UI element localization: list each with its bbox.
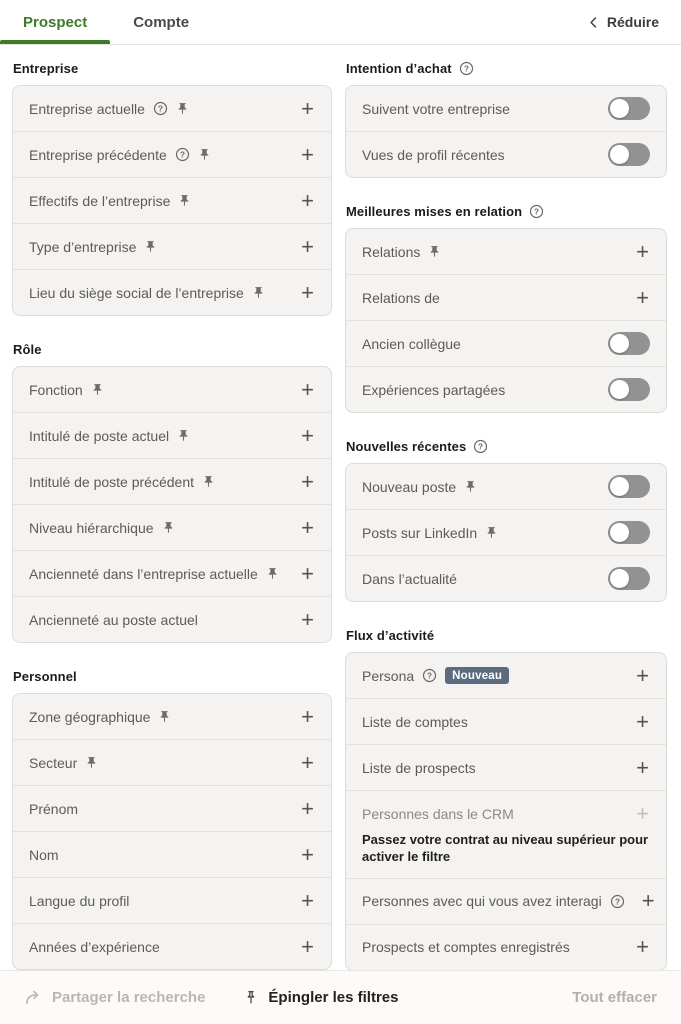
filter-card bbox=[345, 652, 667, 970]
filter-row-line bbox=[13, 367, 331, 412]
filter-label: Lieu du siège social de l’entreprise bbox=[29, 284, 244, 301]
filter-row[interactable] bbox=[346, 653, 666, 698]
add-filter-button[interactable]: + bbox=[636, 662, 649, 688]
section-title: Nouvelles récentes bbox=[346, 439, 467, 454]
pin-icon bbox=[178, 194, 191, 207]
filter-label: Zone géographique bbox=[29, 708, 151, 725]
filter-section bbox=[12, 669, 332, 970]
filter-row-line bbox=[13, 413, 331, 458]
share-search-label: Partager la recherche bbox=[52, 989, 206, 1006]
help-icon[interactable] bbox=[610, 894, 625, 909]
section-header bbox=[345, 204, 667, 219]
filter-label: Personnes avec qui vous avez interagi bbox=[362, 893, 602, 910]
filter-row[interactable] bbox=[13, 412, 331, 458]
add-filter-button[interactable]: + bbox=[636, 284, 649, 310]
filter-columns bbox=[0, 45, 681, 970]
add-filter-button[interactable]: + bbox=[636, 754, 649, 780]
filter-row[interactable] bbox=[13, 223, 331, 269]
section-header bbox=[12, 669, 332, 684]
filter-row-line bbox=[346, 745, 666, 790]
toggle-switch-off[interactable] bbox=[608, 332, 650, 355]
toggle-knob bbox=[610, 145, 629, 164]
filter-row[interactable] bbox=[13, 694, 331, 739]
filter-row-line bbox=[13, 86, 331, 131]
add-filter-button: + bbox=[636, 800, 649, 826]
svg-text:?: ? bbox=[614, 896, 620, 907]
filter-row-line bbox=[346, 556, 666, 601]
filter-row bbox=[346, 509, 666, 555]
filters-panel bbox=[0, 45, 681, 970]
filter-label: Langue du profil bbox=[29, 892, 130, 909]
filter-section bbox=[12, 342, 332, 643]
pin-filters-label: Épingler les filtres bbox=[268, 989, 399, 1006]
pin-icon bbox=[85, 756, 98, 769]
filter-row[interactable] bbox=[346, 744, 666, 790]
add-filter-button[interactable]: + bbox=[301, 468, 314, 494]
upgrade-note: Passez votre contrat au niveau supérieur pour activer le filtre bbox=[362, 832, 649, 864]
section-title: Rôle bbox=[13, 342, 42, 357]
pin-icon bbox=[485, 526, 498, 539]
filter-row bbox=[346, 86, 666, 131]
column-right bbox=[345, 45, 667, 970]
section-header bbox=[345, 628, 667, 643]
filters-tabbar bbox=[0, 0, 681, 45]
share-search-button[interactable] bbox=[24, 989, 205, 1006]
help-icon[interactable] bbox=[529, 204, 544, 219]
svg-text:?: ? bbox=[463, 63, 469, 74]
add-filter-button[interactable]: + bbox=[636, 934, 649, 960]
add-filter-button[interactable]: + bbox=[301, 606, 314, 632]
collapse-label: Réduire bbox=[606, 14, 659, 30]
filter-row bbox=[346, 790, 666, 878]
pin-icon bbox=[464, 480, 477, 493]
clear-all-button[interactable]: Tout effacer bbox=[572, 989, 657, 1006]
filter-row-line bbox=[13, 740, 331, 785]
filter-row[interactable] bbox=[13, 458, 331, 504]
toggle-switch-off[interactable] bbox=[608, 143, 650, 166]
filter-label: Vues de profil récentes bbox=[362, 146, 505, 163]
filter-label: Intitulé de poste actuel bbox=[29, 427, 170, 444]
tab-prospect[interactable] bbox=[0, 0, 110, 44]
toggle-switch-off[interactable] bbox=[608, 567, 650, 590]
filter-row-line bbox=[13, 832, 331, 877]
filter-label: Posts sur LinkedIn bbox=[362, 524, 478, 541]
filter-row[interactable] bbox=[13, 785, 331, 831]
filter-row[interactable] bbox=[13, 877, 331, 923]
svg-text:?: ? bbox=[534, 206, 540, 217]
pin-icon bbox=[162, 521, 175, 534]
toggle-knob bbox=[610, 380, 629, 399]
filter-row-line bbox=[13, 878, 331, 923]
filter-label: Secteur bbox=[29, 754, 78, 771]
filter-label: Entreprise précédente bbox=[29, 146, 167, 163]
filter-section bbox=[12, 61, 332, 316]
filter-row-line bbox=[346, 791, 666, 836]
filter-row[interactable] bbox=[346, 924, 666, 970]
filter-section bbox=[345, 439, 667, 602]
toggle-knob bbox=[610, 569, 629, 588]
section-header bbox=[12, 61, 332, 76]
filter-row[interactable] bbox=[13, 831, 331, 877]
section-title: Meilleures mises en relation bbox=[346, 204, 523, 219]
footer-action-bar bbox=[0, 970, 681, 1024]
filter-row[interactable] bbox=[13, 86, 331, 131]
filter-section bbox=[345, 204, 667, 413]
filter-row-line bbox=[346, 367, 666, 412]
filter-row[interactable] bbox=[13, 923, 331, 969]
filter-row-line bbox=[346, 229, 666, 274]
add-filter-button[interactable]: + bbox=[301, 233, 314, 259]
filter-row-line bbox=[13, 178, 331, 223]
section-title: Personnel bbox=[13, 669, 77, 684]
add-filter-button[interactable]: + bbox=[636, 708, 649, 734]
filter-row[interactable] bbox=[13, 177, 331, 223]
filter-row-line bbox=[346, 86, 666, 131]
add-filter-button[interactable]: + bbox=[301, 887, 314, 913]
add-filter-button[interactable]: + bbox=[301, 749, 314, 775]
pin-icon bbox=[202, 475, 215, 488]
filter-row-line bbox=[346, 132, 666, 177]
add-filter-button[interactable]: + bbox=[301, 422, 314, 448]
filter-row-line bbox=[346, 321, 666, 366]
add-filter-button[interactable]: + bbox=[301, 703, 314, 729]
filter-label: Ancienneté au poste actuel bbox=[29, 611, 198, 628]
section-title: Flux d’activité bbox=[346, 628, 435, 643]
filter-row[interactable] bbox=[13, 269, 331, 315]
filter-label: Expériences partagées bbox=[362, 381, 506, 398]
filter-row-line bbox=[346, 699, 666, 744]
add-filter-button[interactable]: + bbox=[301, 376, 314, 402]
filter-label: Persona bbox=[362, 667, 415, 684]
filter-row bbox=[346, 555, 666, 601]
filter-label: Années d’expérience bbox=[29, 938, 160, 955]
section-header bbox=[12, 342, 332, 357]
add-filter-button[interactable]: + bbox=[301, 95, 314, 121]
pin-outline-icon bbox=[243, 989, 259, 1006]
filter-row-line bbox=[346, 464, 666, 509]
section-title: Entreprise bbox=[13, 61, 79, 76]
help-icon[interactable] bbox=[459, 61, 474, 76]
pin-icon bbox=[158, 710, 171, 723]
add-filter-button[interactable]: + bbox=[301, 141, 314, 167]
toggle-switch-off[interactable] bbox=[608, 475, 650, 498]
filter-row[interactable] bbox=[13, 596, 331, 642]
svg-text:?: ? bbox=[179, 149, 185, 160]
pin-icon bbox=[144, 240, 157, 253]
filter-section bbox=[345, 628, 667, 970]
filter-card bbox=[345, 85, 667, 178]
toggle-switch-off[interactable] bbox=[608, 97, 650, 120]
filter-label: Intitulé de poste précédent bbox=[29, 473, 195, 490]
filter-row-line bbox=[13, 694, 331, 739]
filter-label: Ancien collègue bbox=[362, 335, 461, 352]
toggle-knob bbox=[610, 334, 629, 353]
pin-icon bbox=[266, 567, 279, 580]
add-filter-button[interactable]: + bbox=[301, 560, 314, 586]
add-filter-button[interactable]: + bbox=[636, 238, 649, 264]
filter-card bbox=[12, 85, 332, 316]
filter-row bbox=[346, 366, 666, 412]
filter-label: Prospects et comptes enregistrés bbox=[362, 939, 570, 956]
pin-icon bbox=[177, 429, 190, 442]
filter-label: Relations bbox=[362, 243, 421, 260]
filter-row[interactable] bbox=[13, 550, 331, 596]
filter-label: Fonction bbox=[29, 381, 83, 398]
toggle-knob bbox=[610, 99, 629, 118]
filter-row bbox=[346, 464, 666, 509]
column-left bbox=[12, 45, 332, 970]
filter-label: Prénom bbox=[29, 800, 79, 817]
filter-label: Niveau hiérarchique bbox=[29, 519, 154, 536]
help-icon[interactable] bbox=[473, 439, 488, 454]
section-header bbox=[345, 439, 667, 454]
filter-row-line bbox=[13, 505, 331, 550]
tab-prospect-label: Prospect bbox=[23, 13, 88, 31]
filter-row-line bbox=[346, 925, 666, 970]
new-badge: Nouveau bbox=[445, 667, 509, 684]
help-icon[interactable] bbox=[422, 668, 437, 683]
filter-label: Entreprise actuelle bbox=[29, 100, 145, 117]
filter-label: Nouveau poste bbox=[362, 478, 457, 495]
add-filter-button[interactable]: + bbox=[301, 795, 314, 821]
add-filter-button[interactable]: + bbox=[641, 888, 655, 914]
filter-row[interactable] bbox=[13, 739, 331, 785]
filter-row-line bbox=[13, 459, 331, 504]
chevron-left-icon bbox=[587, 16, 600, 29]
filter-row-line bbox=[346, 275, 666, 320]
svg-text:?: ? bbox=[157, 103, 164, 114]
filter-label: Relations de bbox=[362, 289, 440, 306]
filter-row-line bbox=[13, 551, 331, 596]
filter-label: Liste de comptes bbox=[362, 713, 468, 730]
pin-filters-button[interactable] bbox=[243, 989, 398, 1006]
pin-icon bbox=[252, 286, 265, 299]
filter-section bbox=[345, 61, 667, 178]
pin-icon bbox=[91, 383, 104, 396]
svg-text:?: ? bbox=[427, 670, 433, 681]
svg-text:?: ? bbox=[478, 441, 484, 452]
toggle-switch-off[interactable] bbox=[608, 521, 650, 544]
filter-row[interactable] bbox=[346, 698, 666, 744]
filter-row-line bbox=[13, 270, 331, 315]
add-filter-button[interactable]: + bbox=[301, 279, 314, 305]
filter-label: Dans l’actualité bbox=[362, 570, 457, 587]
help-icon[interactable] bbox=[175, 147, 190, 162]
filter-card bbox=[12, 693, 332, 970]
filter-row-line bbox=[13, 786, 331, 831]
filter-card bbox=[12, 366, 332, 643]
help-icon[interactable] bbox=[153, 101, 168, 116]
collapse-panel-button[interactable] bbox=[565, 0, 681, 44]
filter-label: Personnes dans le CRM bbox=[362, 805, 514, 822]
filter-row bbox=[346, 131, 666, 177]
filter-label: Type d’entreprise bbox=[29, 238, 137, 255]
section-header bbox=[345, 61, 667, 76]
filter-label: Nom bbox=[29, 846, 59, 863]
filter-row-line bbox=[346, 879, 666, 924]
pin-icon bbox=[428, 245, 441, 258]
share-arrow-icon bbox=[24, 989, 43, 1006]
toggle-knob bbox=[610, 523, 629, 542]
add-filter-button[interactable]: + bbox=[301, 187, 314, 213]
pin-icon bbox=[198, 148, 211, 161]
filter-card bbox=[345, 228, 667, 413]
filter-row-line bbox=[13, 132, 331, 177]
filter-row-line bbox=[13, 224, 331, 269]
filter-row[interactable] bbox=[13, 504, 331, 550]
filter-card bbox=[345, 463, 667, 602]
filter-row[interactable] bbox=[13, 131, 331, 177]
toggle-knob bbox=[610, 477, 629, 496]
filter-row[interactable] bbox=[346, 229, 666, 274]
filter-row bbox=[346, 320, 666, 366]
add-filter-button[interactable]: + bbox=[301, 514, 314, 540]
filter-row[interactable] bbox=[346, 274, 666, 320]
toggle-switch-off[interactable] bbox=[608, 378, 650, 401]
tab-compte-label: Compte bbox=[133, 13, 190, 31]
tab-compte[interactable] bbox=[110, 0, 212, 44]
filter-row-line bbox=[13, 597, 331, 642]
filter-row-line bbox=[346, 653, 666, 698]
add-filter-button[interactable]: + bbox=[301, 933, 314, 959]
filter-row-line bbox=[346, 510, 666, 555]
section-title: Intention d’achat bbox=[346, 61, 452, 76]
filter-label: Ancienneté dans l’entreprise actuelle bbox=[29, 565, 258, 582]
filter-row-line bbox=[13, 924, 331, 969]
filter-label: Suivent votre entreprise bbox=[362, 100, 510, 117]
filter-row[interactable] bbox=[13, 367, 331, 412]
filter-label: Liste de prospects bbox=[362, 759, 476, 776]
add-filter-button[interactable]: + bbox=[301, 841, 314, 867]
filter-row[interactable] bbox=[346, 878, 666, 924]
pin-icon bbox=[176, 102, 189, 115]
filter-label: Effectifs de l’entreprise bbox=[29, 192, 171, 209]
